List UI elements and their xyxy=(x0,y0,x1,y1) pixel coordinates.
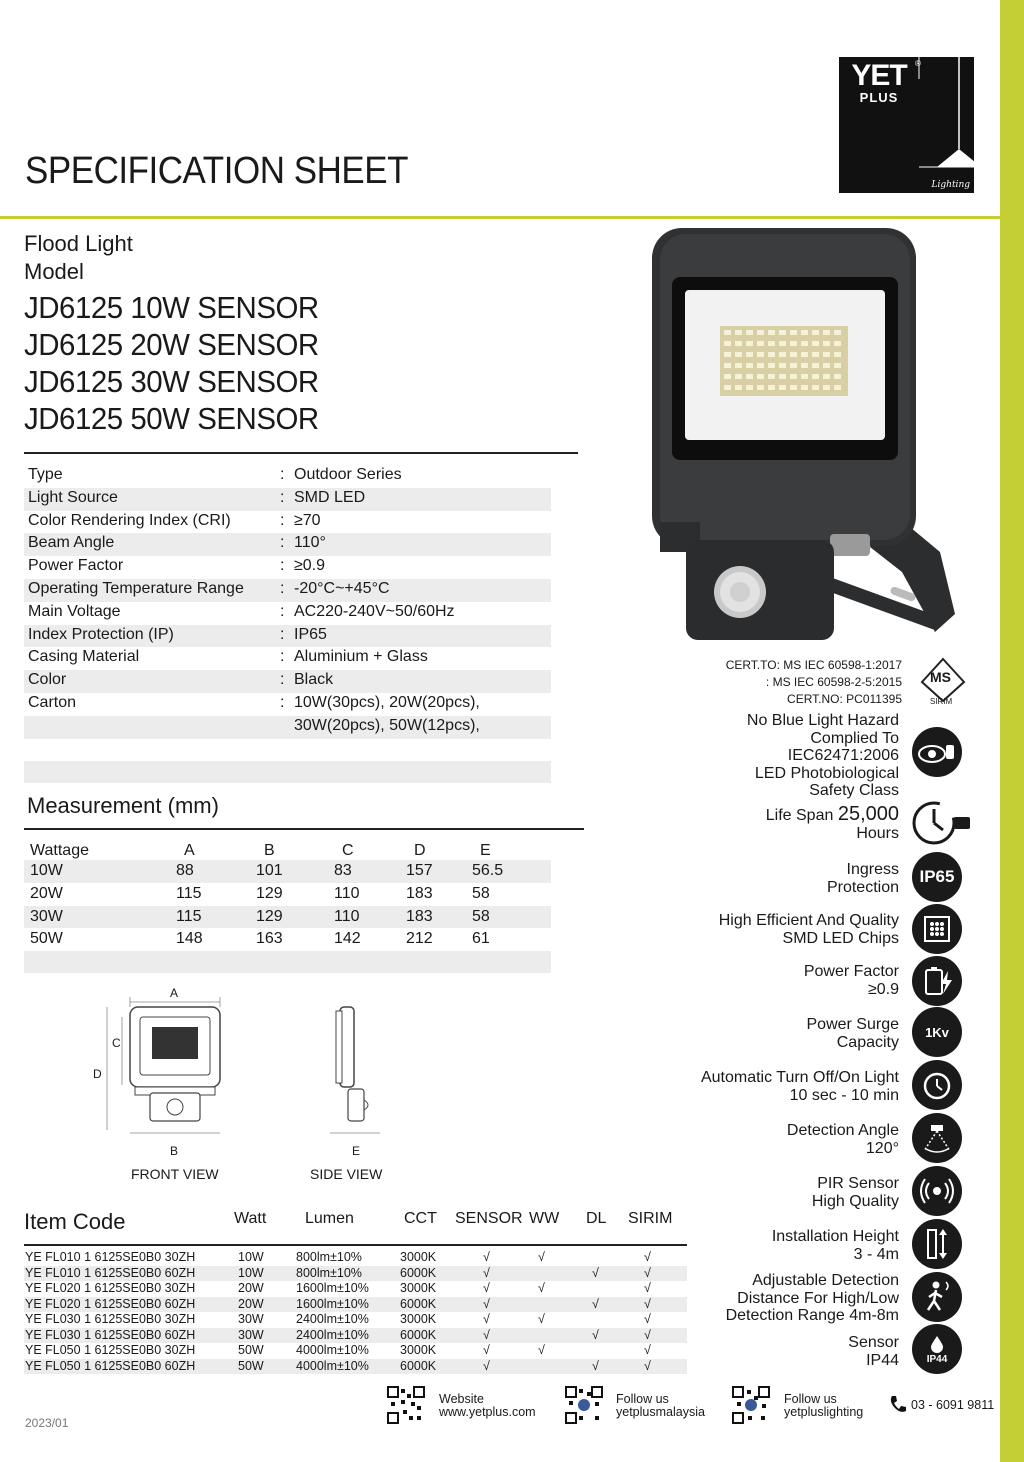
col-ww: WW xyxy=(529,1210,560,1227)
feature-text: Capacity xyxy=(836,1033,899,1051)
item-row xyxy=(24,1281,687,1297)
spec-value: 110° xyxy=(294,534,326,552)
item-cell-watt: 10W xyxy=(238,1250,264,1264)
measurement-cell: 58 xyxy=(472,884,490,902)
spec-value: SMD LED xyxy=(294,488,366,506)
feature-adjustable-distance xyxy=(726,1272,899,1325)
spec-value: Black xyxy=(294,671,334,689)
item-row xyxy=(24,1328,687,1344)
accent-bar xyxy=(1000,0,1024,1462)
item-cell-sensor: √ xyxy=(483,1343,490,1357)
instagram-link[interactable]: yetpluslighting xyxy=(784,1405,864,1419)
phone-number[interactable]: 03 - 6091 9811 xyxy=(911,1398,995,1412)
item-cell-sensor: √ xyxy=(483,1250,490,1264)
measurement-cell: 58 xyxy=(472,907,490,925)
battery-bolt-icon xyxy=(912,956,962,1006)
feature-text: ≥0.9 xyxy=(867,980,899,998)
item-cell-code: YE FL050 1 6125SE0B0 30ZH xyxy=(25,1343,196,1357)
feature-blue-light xyxy=(747,712,899,800)
product-photo xyxy=(640,222,980,662)
spec-colon: : xyxy=(280,534,285,552)
measurement-cell: 83 xyxy=(334,862,352,879)
spec-colon: : xyxy=(280,625,285,643)
timer-icon xyxy=(912,1060,962,1110)
spec-row xyxy=(24,533,551,556)
item-row xyxy=(24,1266,687,1282)
product-category: Flood Light xyxy=(24,231,133,256)
phone-icon xyxy=(888,1394,906,1414)
spec-colon: : xyxy=(280,466,285,483)
feature-text: IP44 xyxy=(866,1351,899,1369)
spec-value: -20°C~+45°C xyxy=(294,580,390,597)
measurement-cell: 110 xyxy=(334,907,360,925)
measurement-row xyxy=(24,928,551,951)
facebook-link[interactable]: yetplusmalaysia xyxy=(616,1405,705,1419)
feature-text: Detection Range 4m-8m xyxy=(725,1307,899,1324)
measurement-row xyxy=(24,883,551,906)
measurement-cell: 142 xyxy=(334,930,361,948)
item-cell-watt: 30W xyxy=(238,1327,264,1342)
measurement-cell: 183 xyxy=(406,884,433,902)
lamp-icon xyxy=(839,57,974,193)
sirim-mark-sub: SIRIM xyxy=(930,697,953,706)
feature-text: Installation Height xyxy=(771,1228,899,1245)
model-name: JD6125 30W SENSOR xyxy=(24,364,319,399)
spec-colon: : xyxy=(280,694,285,711)
sirim-mark xyxy=(918,657,968,707)
item-cell-lumen: 4000lm±10% xyxy=(296,1343,369,1357)
col-watt: Watt xyxy=(234,1210,267,1227)
feature-value: 25,000 xyxy=(837,803,899,825)
spec-value: 10W(30pcs), 20W(20pcs), xyxy=(294,694,480,711)
feature-text: 120° xyxy=(865,1139,899,1157)
item-cell-sensor: √ xyxy=(483,1327,490,1342)
spec-colon: : xyxy=(280,557,285,575)
front-view-drawing xyxy=(90,985,410,1185)
dim-a: A xyxy=(170,986,179,1000)
item-cell-lumen: 800lm±10% xyxy=(296,1265,362,1280)
measurement-cell: 101 xyxy=(256,862,283,879)
measurement-cell: 183 xyxy=(406,907,433,925)
item-cell-sirim: √ xyxy=(644,1281,651,1295)
item-cell-watt: 10W xyxy=(238,1265,264,1280)
item-cell-sensor: √ xyxy=(483,1265,490,1280)
item-cell-cct: 6000K xyxy=(400,1327,437,1342)
item-cell-watt: 50W xyxy=(238,1358,264,1373)
measurement-cell: 50W xyxy=(30,930,63,948)
cert-line: CERT.TO: MS IEC 60598-1:2017 xyxy=(725,658,902,672)
item-row xyxy=(24,1343,687,1359)
item-cell-sirim: √ xyxy=(644,1250,651,1264)
item-cell-sirim: √ xyxy=(644,1265,651,1280)
measurement-cell: 148 xyxy=(176,930,203,948)
measurement-heading: Measurement (mm) xyxy=(27,793,219,818)
item-code-heading: Item Code xyxy=(24,1209,126,1234)
dim-e: E xyxy=(352,1144,361,1158)
spec-value: AC220-240V~50/60Hz xyxy=(294,602,455,620)
spec-row-continued xyxy=(24,716,551,739)
item-cell-dl: √ xyxy=(592,1327,599,1342)
side-view-label: SIDE VIEW xyxy=(310,1166,383,1182)
item-cell-cct: 3000K xyxy=(400,1312,437,1326)
item-cell-sensor: √ xyxy=(483,1296,490,1311)
item-cell-lumen: 2400lm±10% xyxy=(296,1312,369,1326)
spec-row xyxy=(24,488,551,511)
logo-sub: PLUS xyxy=(859,90,899,105)
item-cell-code: YE FL020 1 6125SE0B0 30ZH xyxy=(25,1281,196,1295)
measurement-cell: 212 xyxy=(406,930,433,948)
item-row xyxy=(24,1359,687,1375)
measurement-row xyxy=(24,860,551,883)
measurement-cell: 157 xyxy=(406,862,433,879)
item-cell-cct: 6000K xyxy=(400,1358,437,1373)
feature-text: Ingress xyxy=(846,861,899,878)
facebook-label: Follow us xyxy=(616,1392,669,1406)
feature-text: SMD LED Chips xyxy=(782,929,899,947)
logo-tagline: Lighting xyxy=(931,180,970,190)
dimension-drawing xyxy=(90,985,410,1185)
measurement-cell: 129 xyxy=(256,884,283,902)
spec-row xyxy=(24,511,551,534)
measurement-col-header: A xyxy=(184,842,195,859)
item-cell-watt: 20W xyxy=(238,1281,264,1295)
brand-logo xyxy=(839,57,974,193)
col-sirim: SIRIM xyxy=(628,1210,673,1227)
spec-row xyxy=(24,579,551,602)
item-cell-code: YE FL030 1 6125SE0B0 60ZH xyxy=(25,1327,196,1342)
measurement-cell: 115 xyxy=(176,884,202,902)
feature-life-span xyxy=(765,803,899,842)
measurement-cell: 163 xyxy=(256,930,283,948)
eye-thumbs-up-icon xyxy=(912,727,962,777)
surge-icon: 1Kv xyxy=(912,1007,962,1057)
feature-text: Adjustable Detection xyxy=(752,1272,899,1289)
item-cell-ww: √ xyxy=(538,1343,545,1357)
item-cell-sensor: √ xyxy=(483,1281,490,1295)
walking-person-icon xyxy=(912,1272,962,1322)
item-cell-cct: 6000K xyxy=(400,1265,437,1280)
feature-text: PIR Sensor xyxy=(817,1175,899,1192)
spec-label: Carton xyxy=(28,694,77,711)
item-cell-sensor: √ xyxy=(483,1312,490,1326)
feature-text: Life Span xyxy=(765,807,834,824)
feature-text: Detection Angle xyxy=(786,1122,899,1139)
feature-text: Complied To xyxy=(810,729,899,747)
page-title: SPECIFICATION SHEET xyxy=(25,150,408,192)
spec-row xyxy=(24,625,551,648)
item-cell-code: YE FL010 1 6125SE0B0 30ZH xyxy=(25,1250,196,1264)
website-qr[interactable] xyxy=(387,1386,425,1424)
feature-ingress xyxy=(827,861,899,896)
ip44-badge: IP44 xyxy=(926,1353,948,1365)
pir-sensor-icon xyxy=(912,1166,962,1216)
feature-text: Sensor xyxy=(848,1334,899,1351)
spec-row xyxy=(24,556,551,579)
measurement-cell: 10W xyxy=(30,862,63,879)
model-name: JD6125 10W SENSOR xyxy=(24,290,319,325)
item-cell-sirim: √ xyxy=(644,1358,651,1373)
spec-label: Beam Angle xyxy=(28,534,115,552)
spec-label: Light Source xyxy=(28,488,118,506)
header-divider xyxy=(0,216,1000,219)
item-cell-sensor: √ xyxy=(483,1358,490,1373)
spec-row xyxy=(24,602,551,625)
item-cell-cct: 3000K xyxy=(400,1281,437,1295)
spec-label: Operating Temperature Range xyxy=(28,580,244,597)
item-cell-sirim: √ xyxy=(644,1327,651,1342)
divider xyxy=(24,828,584,830)
measurement-cell: 88 xyxy=(176,862,194,879)
item-cell-watt: 30W xyxy=(238,1312,264,1326)
spec-label: Color Rendering Index (CRI) xyxy=(28,511,231,529)
spec-label: Index Protection (IP) xyxy=(28,625,174,643)
item-cell-code: YE FL050 1 6125SE0B0 60ZH xyxy=(25,1358,196,1373)
model-name: JD6125 50W SENSOR xyxy=(24,401,319,436)
col-sensor: SENSOR xyxy=(455,1210,523,1227)
dim-c: C xyxy=(112,1036,121,1050)
spec-value: Outdoor Series xyxy=(294,466,402,483)
logo-brand: YET xyxy=(851,59,907,92)
dim-b: B xyxy=(170,1144,179,1158)
item-cell-dl: √ xyxy=(592,1265,599,1280)
item-cell-lumen: 4000lm±10% xyxy=(296,1358,369,1373)
item-cell-watt: 20W xyxy=(238,1296,264,1311)
item-cell-cct: 6000K xyxy=(400,1296,437,1311)
feature-pir-sensor xyxy=(812,1175,899,1210)
item-cell-lumen: 800lm±10% xyxy=(296,1250,362,1264)
feature-power-factor xyxy=(804,963,899,998)
item-cell-sirim: √ xyxy=(644,1312,651,1326)
feature-detection-angle xyxy=(787,1122,899,1157)
feature-text: Power Surge xyxy=(806,1016,899,1033)
feature-auto-turn-off xyxy=(701,1069,899,1104)
sirim-mark-text: MS xyxy=(930,669,951,685)
measurement-col-header: Wattage xyxy=(30,842,89,859)
measurement-cell: 129 xyxy=(256,907,283,925)
item-cell-lumen: 2400lm±10% xyxy=(296,1327,369,1342)
spec-label: Power Factor xyxy=(28,557,124,575)
spec-label: Main Voltage xyxy=(28,602,121,620)
divider xyxy=(24,452,578,454)
feature-text: High Quality xyxy=(811,1192,899,1210)
ip65-icon: IP65 xyxy=(912,852,962,902)
logo-registered: ® xyxy=(915,59,921,68)
website-link[interactable]: www.yetplus.com xyxy=(439,1405,536,1419)
item-cell-ww: √ xyxy=(538,1312,545,1326)
spec-value: ≥70 xyxy=(294,511,321,529)
measurement-cell: 20W xyxy=(30,884,63,902)
feature-smd-chips xyxy=(719,912,899,947)
feature-text: Safety Class xyxy=(809,782,899,799)
spec-colon: : xyxy=(280,488,285,506)
cert-line: : MS IEC 60598-2-5:2015 xyxy=(765,675,902,689)
measurement-cell: 110 xyxy=(334,884,360,902)
feature-text: 3 - 4m xyxy=(853,1245,899,1263)
spec-row xyxy=(24,693,551,716)
col-lumen: Lumen xyxy=(305,1210,354,1227)
item-cell-lumen: 1600lm±10% xyxy=(296,1281,369,1295)
item-cell-dl: √ xyxy=(592,1296,599,1311)
feature-text: LED Photobiological xyxy=(754,764,899,782)
item-row xyxy=(24,1312,687,1328)
col-cct: CCT xyxy=(404,1210,437,1227)
clock-battery-icon xyxy=(910,797,970,849)
spec-label: Color xyxy=(28,671,67,689)
spec-value: 30W(20pcs), 50W(12pcs), xyxy=(294,717,480,734)
dim-d: D xyxy=(93,1067,102,1081)
feature-text: No Blue Light Hazard xyxy=(746,712,899,729)
spec-colon: : xyxy=(280,602,285,620)
col-dl: DL xyxy=(586,1210,607,1227)
measurement-cell: 115 xyxy=(176,907,202,925)
item-cell-ww: √ xyxy=(538,1250,545,1264)
instagram-qr[interactable] xyxy=(732,1386,770,1424)
feature-text: Protection xyxy=(826,878,899,896)
feature-text: Power Factor xyxy=(803,963,899,980)
measurement-cell: 61 xyxy=(472,930,490,948)
item-row xyxy=(24,1250,687,1266)
feature-text: Hours xyxy=(856,824,899,842)
feature-text: IEC62471:2006 xyxy=(787,747,899,764)
measurement-col-header: D xyxy=(414,842,426,859)
feature-text: 10 sec - 10 min xyxy=(789,1086,899,1104)
feature-install-height xyxy=(772,1228,899,1263)
spec-colon: : xyxy=(280,580,285,597)
item-cell-sirim: √ xyxy=(644,1296,651,1311)
item-cell-ww: √ xyxy=(538,1281,545,1295)
measurement-col-header: E xyxy=(480,842,491,859)
table-spacer xyxy=(24,761,551,783)
facebook-qr[interactable] xyxy=(565,1386,603,1424)
item-cell-dl: √ xyxy=(592,1358,599,1373)
spec-label: Casing Material xyxy=(28,648,140,666)
item-cell-lumen: 1600lm±10% xyxy=(296,1296,369,1311)
divider xyxy=(24,1244,687,1246)
item-cell-cct: 3000K xyxy=(400,1250,437,1264)
spec-colon: : xyxy=(280,671,285,689)
cert-line: CERT.NO: PC011395 xyxy=(787,692,902,706)
measurement-cell: 56.5 xyxy=(472,862,504,879)
item-cell-code: YE FL020 1 6125SE0B0 60ZH xyxy=(25,1296,196,1311)
feature-sensor-ip44 xyxy=(848,1334,899,1369)
instagram-label: Follow us xyxy=(784,1392,837,1406)
spec-label: Type xyxy=(28,466,63,483)
chip-icon xyxy=(912,904,962,954)
item-cell-watt: 50W xyxy=(238,1343,264,1357)
detection-angle-icon xyxy=(912,1113,962,1163)
website-label: Website xyxy=(439,1392,484,1406)
item-cell-code: YE FL030 1 6125SE0B0 30ZH xyxy=(25,1312,196,1326)
model-label: Model xyxy=(24,259,84,284)
spec-row xyxy=(24,670,551,693)
item-cell-cct: 3000K xyxy=(400,1343,437,1357)
measurement-col-header: B xyxy=(264,842,275,859)
measurement-col-header: C xyxy=(342,842,354,859)
measurement-cell: 30W xyxy=(30,907,63,925)
feature-text: Distance For High/Low xyxy=(737,1289,899,1307)
item-cell-code: YE FL010 1 6125SE0B0 60ZH xyxy=(25,1265,196,1280)
spec-colon: : xyxy=(280,511,285,529)
spec-value: Aluminium + Glass xyxy=(294,648,428,666)
spec-row xyxy=(24,465,551,488)
measurement-row xyxy=(24,906,551,929)
front-view-label: FRONT VIEW xyxy=(131,1166,219,1182)
table-spacer xyxy=(24,951,551,973)
issue-date: 2023/01 xyxy=(25,1416,69,1430)
water-drop-icon xyxy=(912,1324,962,1374)
height-icon xyxy=(912,1219,962,1269)
feature-text: Automatic Turn Off/On Light xyxy=(700,1069,899,1086)
feature-text: High Efficient And Quality xyxy=(718,912,899,929)
spec-value: IP65 xyxy=(294,625,327,643)
item-cell-sirim: √ xyxy=(644,1343,651,1357)
model-name: JD6125 20W SENSOR xyxy=(24,327,319,362)
spec-row xyxy=(24,647,551,670)
item-row xyxy=(24,1297,687,1313)
spec-colon: : xyxy=(280,648,285,666)
feature-surge xyxy=(807,1016,900,1051)
spec-value: ≥0.9 xyxy=(294,557,326,575)
